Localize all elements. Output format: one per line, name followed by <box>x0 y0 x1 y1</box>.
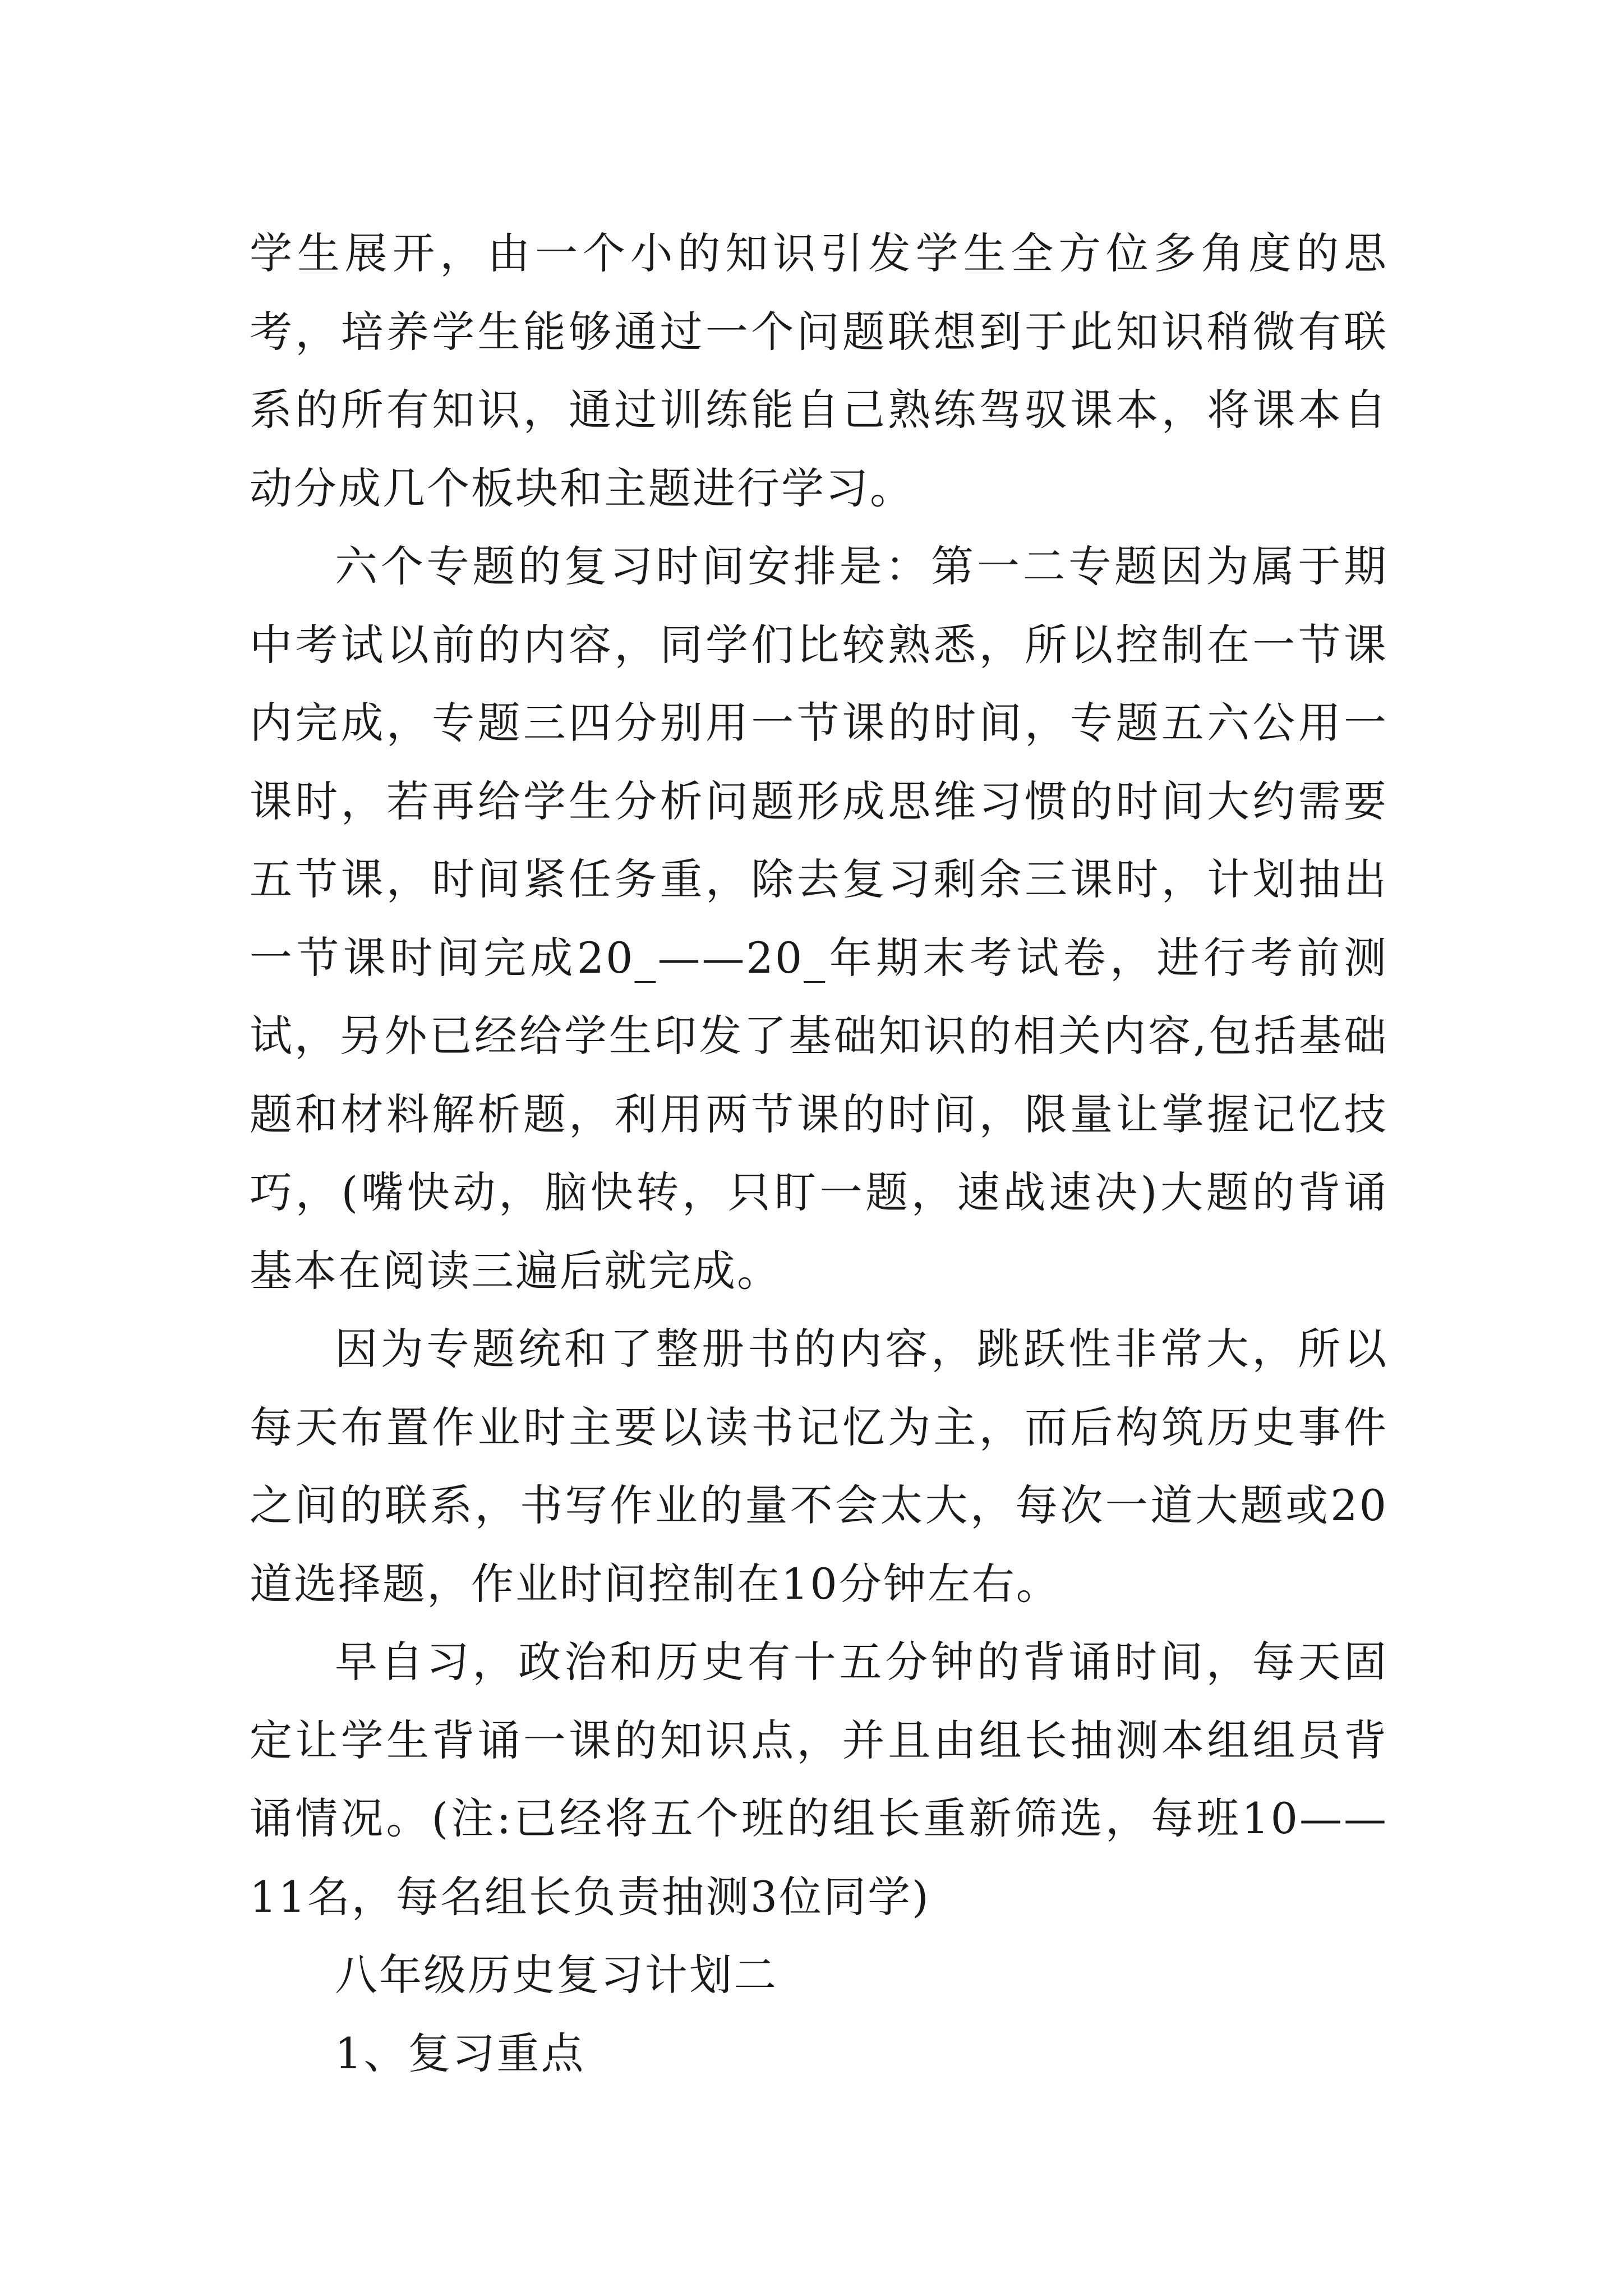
document-body <box>250 214 1388 2092</box>
paragraph-morning-study: 早自习，政治和历史有十五分钟的背诵时间，每天固定让学生背诵一课的知识点，并且由组长抽测本组组员背诵情况。(注:已经将五个班的组长重新筛选，每班10——11名，每名组长负责抽测3位同学) <box>250 1637 1388 1922</box>
subsection-heading: 1、复习重点 <box>335 2028 585 2078</box>
section-heading: 八年级历史复习计划二 <box>335 1950 778 2000</box>
paragraph-continuation: 学生展开，由一个小的知识引发学生全方位多角度的思考，培养学生能够通过一个问题联想到于此知识稍微有联系的所有知识，通过训练能自己熟练驾驭课本，将课本自动分成几个板块和主题进行学习。 <box>250 228 1388 513</box>
paragraph-homework: 因为专题统和了整册书的内容，跳跃性非常大，所以每天布置作业时主要以读书记忆为主，而后构筑历史事件之间的联系，书写作业的量不会太大，每次一道大题或20道选择题，作业时间控制在10分钟左右。 <box>250 1324 1388 1609</box>
paragraph-review-schedule: 六个专题的复习时间安排是：第一二专题因为属于期中考试以前的内容，同学们比较熟悉，所以控制在一节课内完成，专题三四分别用一节课的时间，专题五六公用一课时，若再给学生分析问题形成思维习惯的时间大约需要五节课，时间紧任务重，除去复习剩余三课时，计划抽出一节课时间完成20_——20_年期末考试卷，进行考前测试，另外已经给学生印发了基础知识的相关内容,包括基础题和材料解析题，利用两节课的时间，限量让掌握记忆技巧，(嘴快动，脑快转，只盯一题，速战速决)大题的背诵基本在阅读三遍后就完成。 <box>250 541 1388 1296</box>
